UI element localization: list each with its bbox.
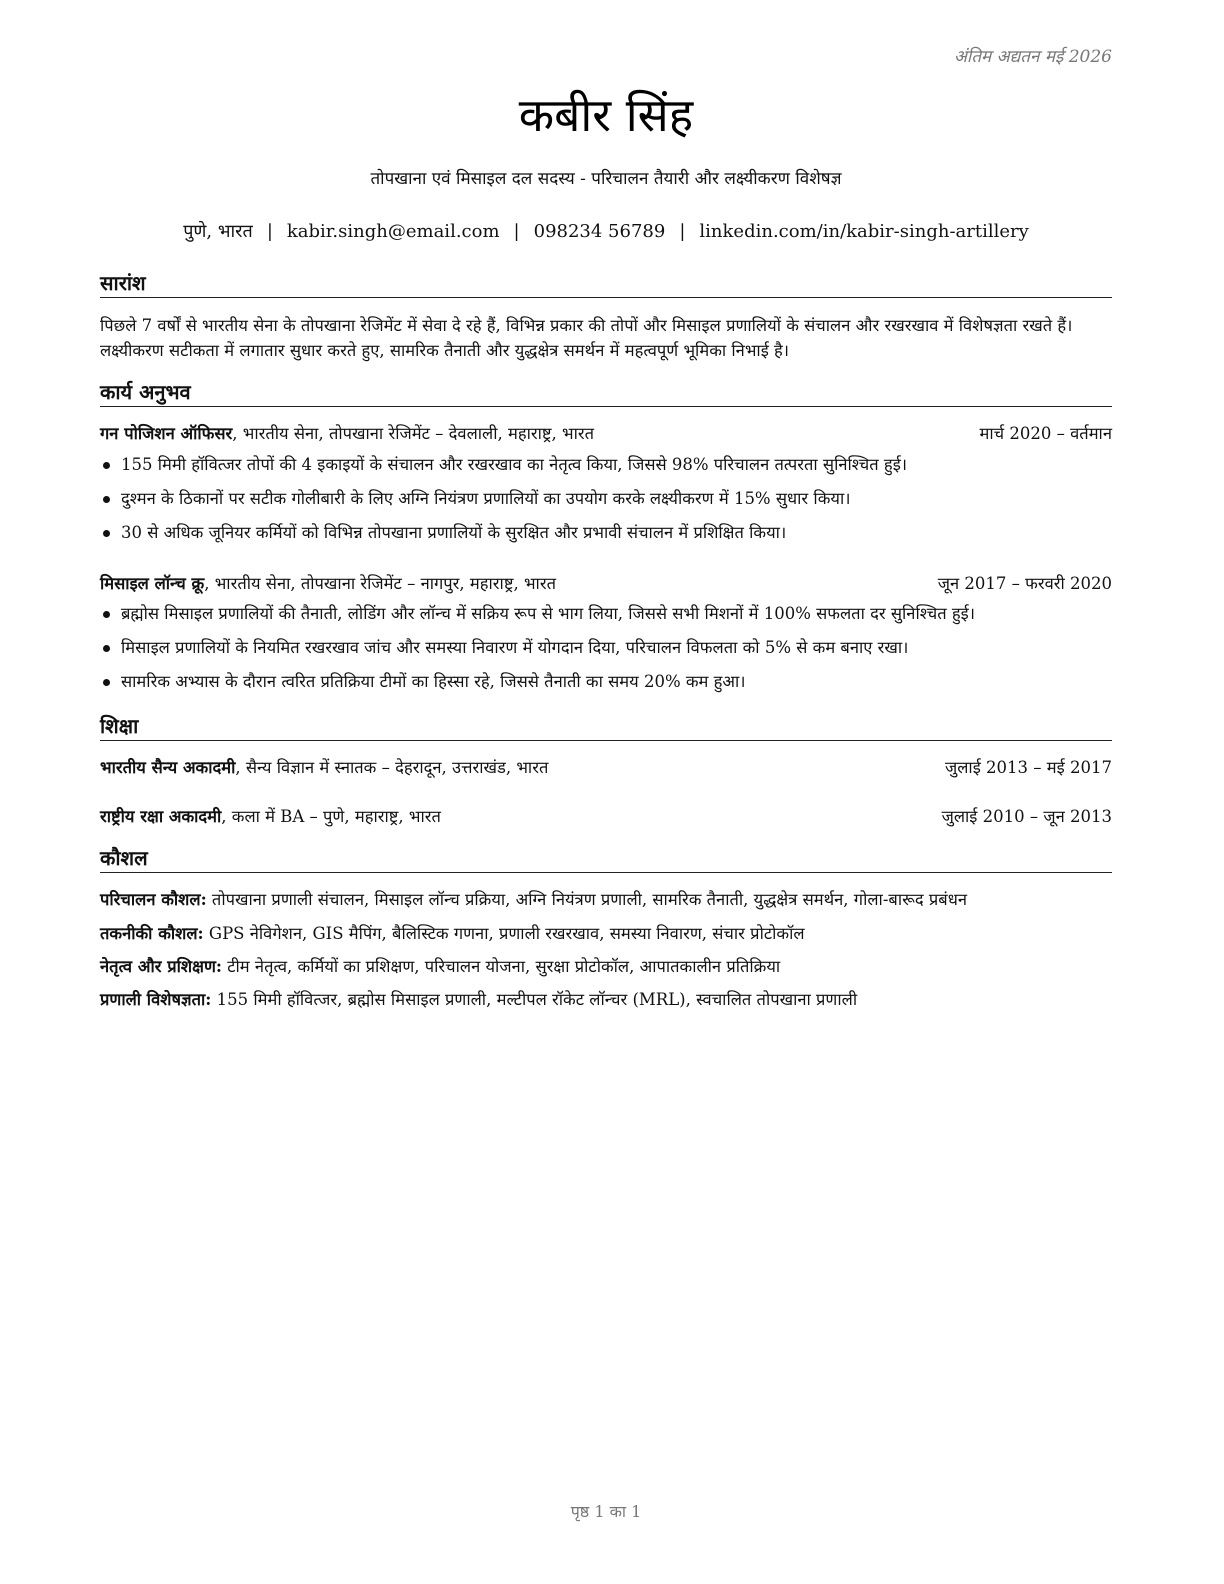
job-org: , भारतीय सेना, तोपखाना रेजिमेंट – देवलाली, महाराष्ट्र, भारत <box>232 424 595 443</box>
school-name: भारतीय सैन्य अकादमी <box>100 758 236 777</box>
list-item <box>100 452 1112 486</box>
bullet-text: मिसाइल प्रणालियों के नियमित रखरखाव जांच और समस्या निवारण में योगदान दिया, परिचालन विफलता को 5% से कम बनाए रखा। <box>121 638 909 657</box>
section-title-skills: कौशल <box>100 844 1112 873</box>
section-title-experience: कार्य अनुभव <box>100 378 1112 407</box>
bullet-text: ब्रह्मोस मिसाइल प्रणालियों की तैनाती, लोडिंग और लॉन्च में सक्रिय रूप से भाग लिया, जिससे सभी मिशनों में 100% सफलता दर सुनिश्चित हुई। <box>121 604 975 623</box>
contact-phone: 098234 56789 <box>533 221 666 242</box>
school-detail: , सैन्य विज्ञान में स्नातक – देहरादून, उत्तराखंड, भारत <box>235 758 549 777</box>
list-item <box>100 669 1112 703</box>
skill-value: तोपखाना प्रणाली संचालन, मिसाइल लॉन्च प्रक्रिया, अग्नि नियंत्रण प्रणाली, सामरिक तैनाती, युद्धक्षेत्र समर्थन, गोला-बारूद प्रबंधन <box>206 890 968 909</box>
job-bullets <box>100 452 1112 554</box>
contact-separator: | <box>513 221 520 242</box>
list-item <box>100 486 1112 520</box>
school-name: राष्ट्रीय रक्षा अकादमी <box>100 807 222 826</box>
summary-text: पिछले 7 वर्षों से भारतीय सेना के तोपखाना रेजिमेंट में सेवा दे रहे हैं, विभिन्न प्रकार की तोपों और मिसाइल प्रणालियों के संचालन और रखरखाव में विशेषज्ञता रखते हैं। लक्ष्यीकरण सटीकता में लगातार सुधार करते हुए, सामरिक तैनाती और युद्धक्षेत्र समर्थन में महत्वपूर्ण भूमिका निभाई है। <box>100 316 1073 360</box>
bullet-icon <box>103 679 110 686</box>
job-header <box>100 571 1112 597</box>
section-title-summary: सारांश <box>100 269 1112 298</box>
skill-value: 155 मिमी हॉवित्जर, ब्रह्मोस मिसाइल प्रणाली, मल्टीपल रॉकेट लॉन्चर (MRL), स्वचालित तोपखाना प्रणाली <box>211 990 858 1009</box>
bullet-text: सामरिक अभ्यास के दौरान त्वरित प्रतिक्रिया टीमों का हिस्सा रहे, जिससे तैनाती का समय 20% कम हुआ। <box>121 672 746 691</box>
skill-value: GPS नेविगेशन, GIS मैपिंग, बैलिस्टिक गणना, प्रणाली रखरखाव, समस्या निवारण, संचार प्रोटोकॉल <box>203 924 805 943</box>
job-header <box>100 421 1112 447</box>
education-dates: जुलाई 2013 – मई 2017 <box>945 758 1112 777</box>
skill-line <box>100 954 1112 980</box>
candidate-name: कबीर सिंह <box>518 88 694 142</box>
skill-label: तकनीकी कौशल: <box>100 924 204 943</box>
job-org: , भारतीय सेना, तोपखाना रेजिमेंट – नागपुर, महाराष्ट्र, भारत <box>204 574 556 593</box>
skill-line <box>100 921 1112 947</box>
list-item <box>100 601 1112 635</box>
contact-separator: | <box>679 221 686 242</box>
bullet-icon <box>103 530 110 537</box>
headline: तोपखाना एवं मिसाइल दल सदस्य - परिचालन तैयारी और लक्ष्यीकरण विशेषज्ञ <box>370 169 842 189</box>
bullet-icon <box>103 462 110 469</box>
skill-label: नेतृत्व और प्रशिक्षण: <box>100 957 222 976</box>
list-item <box>100 520 1112 554</box>
job-dates: मार्च 2020 – वर्तमान <box>979 424 1112 443</box>
skill-line <box>100 887 1112 913</box>
education-dates: जुलाई 2010 – जून 2013 <box>941 807 1112 826</box>
section-title-education: शिक्षा <box>100 712 1112 741</box>
list-item <box>100 635 1112 669</box>
job-role: गन पोजिशन ऑफिसर <box>100 424 233 443</box>
last-updated: अंतिम अद्यतन मई 2026 <box>953 47 1112 67</box>
bullet-text: दुश्मन के ठिकानों पर सटीक गोलीबारी के लिए अग्नि नियंत्रण प्रणालियों का उपयोग करके लक्ष्यीकरण में 15% सुधार किया। <box>121 489 851 508</box>
page-number: पृष्ठ 1 का 1 <box>570 1502 642 1521</box>
bullet-icon <box>103 496 110 503</box>
skill-line <box>100 987 1112 1013</box>
skill-label: परिचालन कौशल: <box>100 890 207 909</box>
job-bullets <box>100 601 1112 703</box>
contact-location: पुणे, भारत <box>183 221 253 242</box>
resume-page <box>100 0 1112 1584</box>
skill-label: प्रणाली विशेषज्ञता: <box>100 990 212 1009</box>
bullet-icon <box>103 611 110 618</box>
skill-value: टीम नेतृत्व, कर्मियों का प्रशिक्षण, परिचालन योजना, सुरक्षा प्रोटोकॉल, आपातकालीन प्रतिक्रिया <box>221 957 781 976</box>
contact-separator: | <box>266 221 273 242</box>
school-detail: , कला में BA – पुणे, महाराष्ट्र, भारत <box>221 807 441 826</box>
education-item <box>100 755 1112 781</box>
bullet-text: 30 से अधिक जूनियर कर्मियों को विभिन्न तोपखाना प्रणालियों के सुरक्षित और प्रभावी संचालन में प्रशिक्षित किया। <box>121 523 787 542</box>
job-dates: जून 2017 – फरवरी 2020 <box>937 574 1112 593</box>
contact-line <box>100 218 1112 246</box>
bullet-icon <box>103 645 110 652</box>
education-item <box>100 804 1112 830</box>
contact-linkedin: linkedin.com/in/kabir-singh-artillery <box>699 221 1029 242</box>
contact-email: kabir.singh@email.com <box>286 221 500 242</box>
bullet-text: 155 मिमी हॉवित्जर तोपों की 4 इकाइयों के संचालन और रखरखाव का नेतृत्व किया, जिससे 98% परिचालन तत्परता सुनिश्चित हुई। <box>121 455 908 474</box>
job-role: मिसाइल लॉन्च क्रू <box>100 574 205 593</box>
